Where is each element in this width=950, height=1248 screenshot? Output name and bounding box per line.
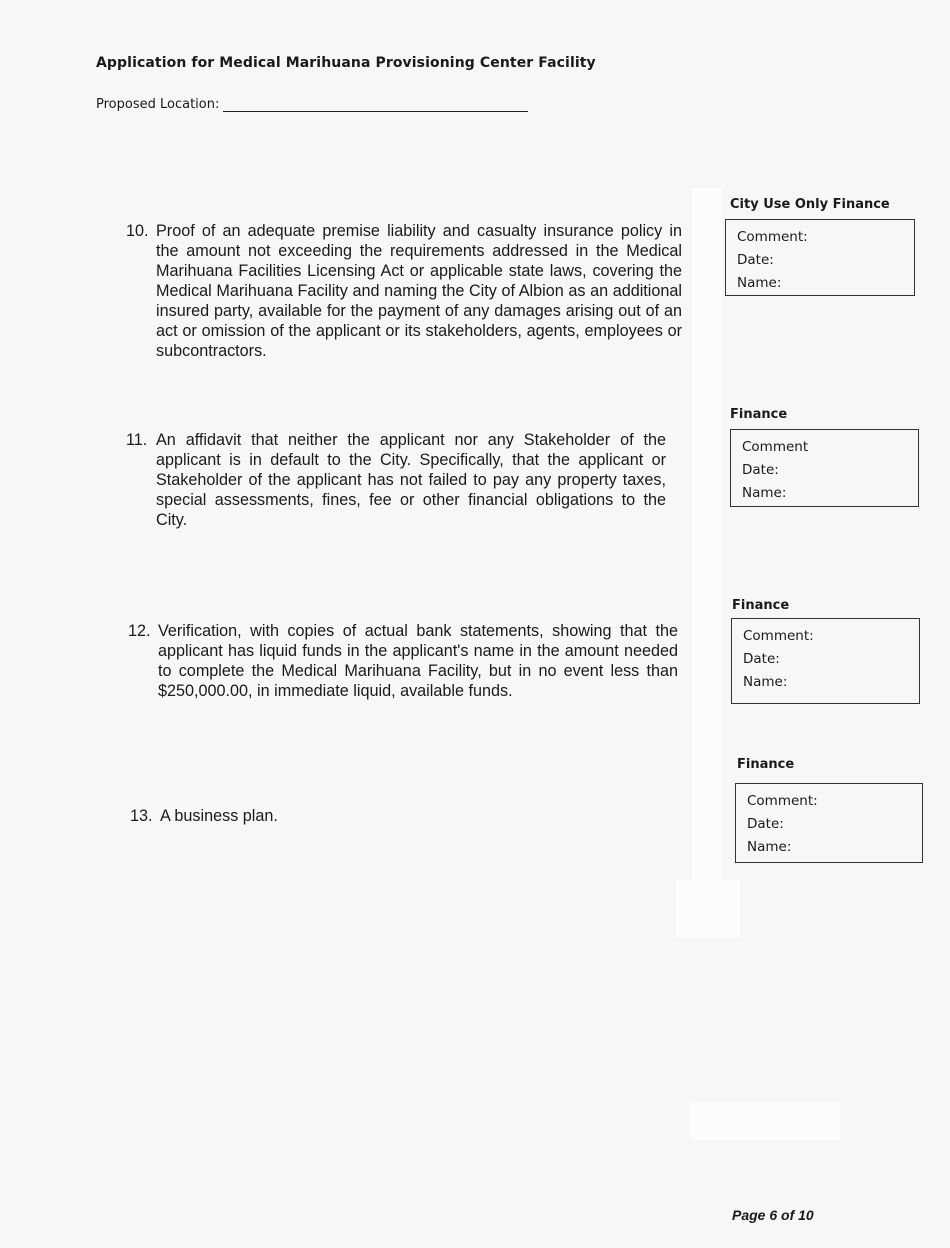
date-label: Date: [742, 462, 779, 478]
finance-review-box-13[interactable] [735, 783, 923, 863]
proposed-location-label: Proposed Location: [96, 97, 220, 112]
item-text: Proof of an adequate premise liability and casualty insurance policy in the amount not exceeding the requirements addressed in the Medical Marihuana Facilities Licensing Act or applicable state laws, covering the Medical Marihuana Facility and naming the City of Albion as an additional insured party, available for the payment of any damages arising out of an act or omission of the applicant or its stakeholders, agents, employees or subcontractors. [156, 222, 682, 360]
finance-label: Finance [732, 598, 790, 613]
finance-review-box-12[interactable] [731, 618, 920, 704]
date-label: Date: [747, 816, 784, 832]
requirement-item-11 [126, 430, 666, 530]
item-number: 10. [126, 222, 149, 240]
page-title: Application for Medical Marihuana Provisioning Center Facility [96, 55, 596, 71]
scan-patch [690, 1102, 840, 1140]
date-label: Date: [737, 252, 774, 268]
finance-label: Finance [737, 757, 795, 772]
comment-label: Comment: [737, 229, 808, 245]
finance-label: Finance [730, 407, 788, 422]
item-text: An affidavit that neither the applicant nor any Stakeholder of the applicant is in default to the City. Specifically, that the applicant or Stakeholder of the applicant has not failed to pay any property taxes, special assessments, fines, fee or other financial obligations to the City. [156, 431, 666, 529]
name-label: Name: [743, 674, 788, 690]
finance-review-box-11[interactable] [730, 429, 919, 507]
item-number: 13. [130, 807, 153, 825]
city-use-only-finance-label: City Use Only Finance [730, 197, 890, 212]
requirement-item-13 [130, 806, 530, 826]
date-label: Date: [743, 651, 780, 667]
proposed-location-line[interactable] [223, 97, 528, 112]
item-number: 12. [128, 622, 151, 640]
requirement-item-12 [128, 621, 678, 701]
city-use-column-background [692, 188, 722, 880]
comment-label: Comment [742, 439, 809, 455]
item-text: A business plan. [160, 807, 278, 825]
name-label: Name: [747, 839, 792, 855]
proposed-location-field [96, 97, 528, 112]
requirement-item-10 [126, 221, 682, 361]
finance-review-box-10[interactable] [725, 219, 915, 296]
item-number: 11. [126, 431, 148, 449]
scan-patch [676, 880, 740, 938]
comment-label: Comment: [747, 793, 818, 809]
comment-label: Comment: [743, 628, 814, 644]
name-label: Name: [742, 485, 787, 501]
page-number: Page 6 of 10 [732, 1207, 814, 1223]
item-text: Verification, with copies of actual bank statements, showing that the applicant has liquid funds in the applicant's name in the amount needed to complete the Medical Marihuana Facility, but in no event less than $250,000.00, in immediate liquid, available funds. [158, 622, 678, 700]
name-label: Name: [737, 275, 782, 291]
